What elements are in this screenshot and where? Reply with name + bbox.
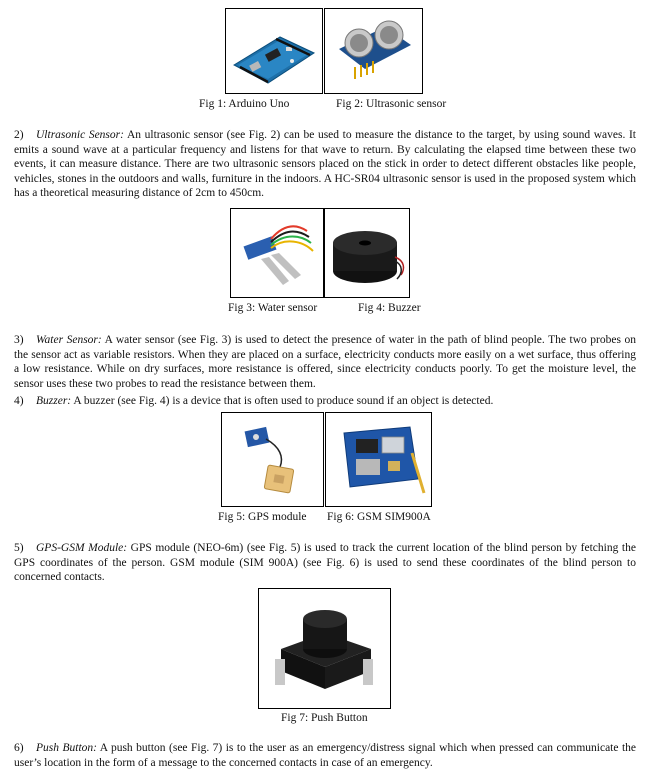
section-text: A push button (see Fig. 7) is to the user as an emergency/distress signal which when pressed can communicate the user’s location in the form of a message to the concerned contacts in case of an emergency.: [14, 742, 636, 769]
section-water-sensor: [14, 333, 636, 391]
fig3-caption: Fig 3: Water sensor: [228, 302, 318, 314]
section-title: GPS-GSM Module:: [36, 542, 128, 554]
section-gps-gsm-module: [14, 541, 636, 585]
fig5-caption: Fig 5: GPS module: [218, 511, 307, 523]
section-title: Ultrasonic Sensor:: [36, 129, 124, 141]
section-title: Water Sensor:: [36, 334, 102, 346]
gps-module-image: [222, 413, 323, 506]
figure-ultrasonic-sensor: [324, 8, 423, 94]
section-text: A water sensor (see Fig. 3) is used to detect the presence of water in the path of blind people. The two probes on the sensor act as variable resistors. When they are placed on a surface, electricity conducts more easily on a wet surface, thus offering a low resistance. While on dry surfaces, more resistance is offered, since electricity conducts poorly. To get the moisture level, the sensor uses these two probes to read the resistance between them.: [14, 334, 636, 390]
figure-push-button: [258, 588, 391, 709]
section-push-button: [14, 741, 636, 770]
fig6-caption: Fig 6: GSM SIM900A: [327, 511, 431, 523]
section-text: GPS module (NEO-6m) (see Fig. 5) is used to track the current location of the blind person by fetching the GPS coordinates of the person. GSM module (SIM 900A) (see Fig. 6) is used to send these coordinates of the blind person to concerned contacts.: [14, 542, 636, 584]
section-number: 6): [14, 742, 24, 754]
section-number: 4): [14, 395, 24, 407]
section-number: 3): [14, 334, 24, 346]
gsm-sim900a-image: [326, 413, 431, 506]
section-number: 2): [14, 129, 24, 141]
figure-buzzer: [324, 208, 410, 298]
section-buzzer: [14, 394, 636, 409]
push-button-image: [259, 589, 390, 708]
section-text: An ultrasonic sensor (see Fig. 2) can be used to measure the distance to the target, by using sound waves. It emits a sound wave at a particular frequency and listens for that wave to return. By calculating the elapsed time between these two events, it can measure distance. There are two ultrasonic sensors placed on the stick in order to detect different obstacles like people, vehicles, stones in the outdoors and walls, furniture in the indoors. A HC-SR04 ultrasonic sensor is used in the proposed system which has a theoretical measuring distance of 2cm to 450cm.: [14, 129, 636, 200]
arduino-uno-image: [226, 9, 322, 93]
fig7-caption: Fig 7: Push Button: [281, 712, 368, 724]
figure-gps-module: [221, 412, 324, 507]
fig4-caption: Fig 4: Buzzer: [358, 302, 421, 314]
water-sensor-image: [231, 209, 323, 297]
fig2-caption: Fig 2: Ultrasonic sensor: [336, 98, 447, 110]
figure-arduino-uno: [225, 8, 323, 94]
ultrasonic-sensor-image: [325, 9, 422, 93]
figure-water-sensor: [230, 208, 324, 298]
section-text: A buzzer (see Fig. 4) is a device that is often used to produce sound if an object is detected.: [71, 395, 494, 407]
buzzer-image: [325, 209, 409, 297]
figure-gsm-sim900a: [325, 412, 432, 507]
section-title: Push Button:: [36, 742, 97, 754]
section-number: 5): [14, 542, 24, 554]
fig1-caption: Fig 1: Arduino Uno: [199, 98, 290, 110]
section-ultrasonic-sensor: [14, 128, 636, 201]
section-title: Buzzer:: [36, 395, 72, 407]
